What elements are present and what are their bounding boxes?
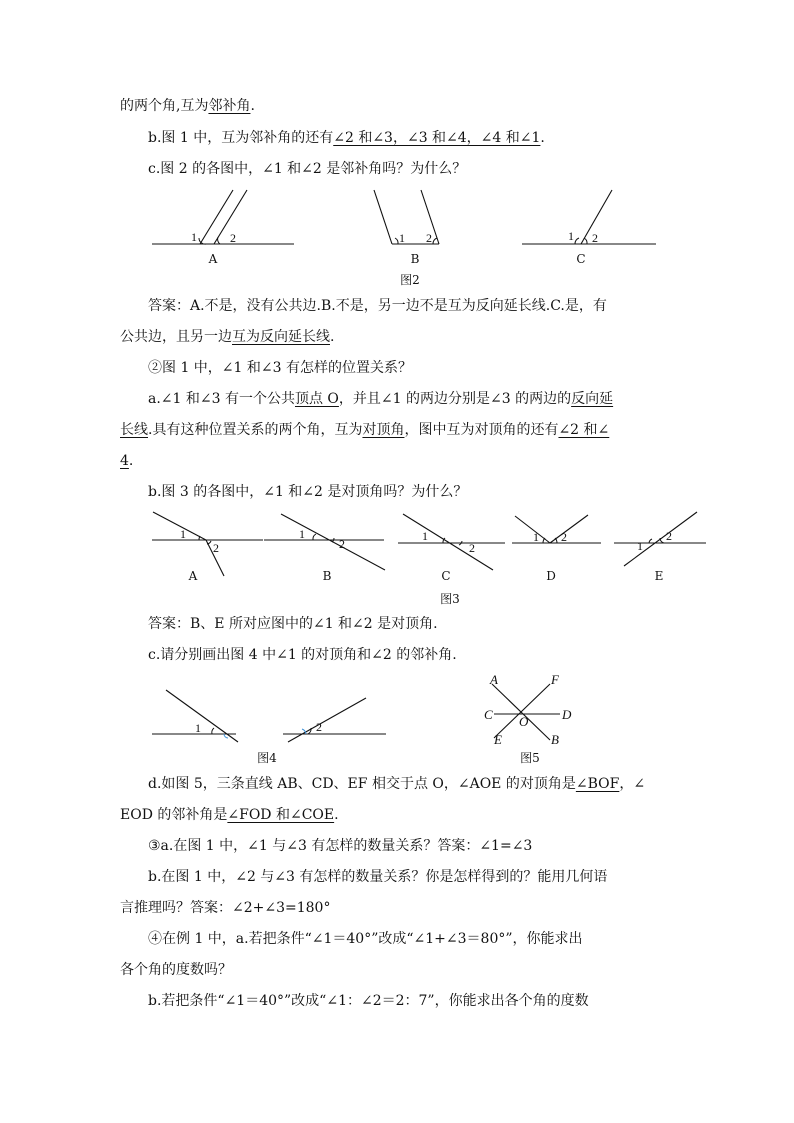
- paragraph-13a: ④在例 1 中，a.若把条件“∠1＝40°”改成“∠1+∠3＝80°”，你能求出: [148, 931, 583, 947]
- fig3-label-e: E: [654, 569, 664, 583]
- text: a.∠1 和∠3 有一个公共: [148, 391, 295, 407]
- answer-underlined: 反向延: [571, 391, 614, 407]
- answer-fig2-line1: 答案：A.不是，没有公共边.B.不是，另一边不是互为反向延长线.C.是，有: [148, 298, 607, 314]
- answer-underlined: 对顶角: [362, 422, 405, 438]
- text: ，∠: [619, 776, 646, 792]
- angle-label-1: 1: [195, 721, 201, 735]
- fig2-label-a: A: [208, 252, 218, 266]
- paragraph-2: [148, 128, 545, 148]
- angle-label-2: 2: [666, 529, 672, 543]
- paragraph-13b: 各个角的度数吗？: [120, 962, 232, 978]
- angle-label-2: 2: [339, 537, 345, 551]
- text: .: [330, 329, 335, 345]
- point-label-b: B: [551, 732, 559, 747]
- point-label-e: E: [494, 732, 502, 747]
- answer-underlined: ∠BOF: [575, 776, 620, 792]
- text: .: [250, 98, 255, 114]
- answer-underlined: 顶点 O: [294, 391, 339, 407]
- angle-label-1: 1: [637, 539, 643, 553]
- angle-label-2: 2: [213, 541, 219, 555]
- figure-2: [0, 188, 794, 248]
- paragraph-6b: [120, 420, 609, 440]
- paragraph-12a: b.在图 1 中，∠2 与∠3 有怎样的数量关系？你是怎样得到的？能用几何语: [148, 869, 608, 885]
- fig3-label-d: D: [546, 569, 556, 583]
- text: ，并且∠1 的两边分别是∠3 的两边的: [338, 391, 572, 407]
- figure-4: [140, 686, 440, 756]
- question-c: c.图 2 的各图中，∠1 和∠2 是邻补角吗？为什么？: [148, 161, 467, 177]
- angle-label-2: 2: [592, 231, 598, 245]
- angle-label-1: 1: [191, 230, 197, 244]
- fig2-label-b: B: [410, 252, 420, 266]
- question-b: b.图 3 的各图中，∠1 和∠2 是对顶角吗？为什么？: [148, 484, 468, 500]
- text: b.图 1 中，互为邻补角的还有: [148, 130, 334, 146]
- fig3-label-b: B: [322, 569, 332, 583]
- figure-5: [480, 674, 600, 754]
- angle-label-2: 2: [230, 231, 236, 245]
- point-label-c: C: [484, 707, 493, 722]
- angle-label-2: 2: [469, 541, 475, 555]
- angle-label-1: 1: [299, 527, 305, 541]
- question-2: ②图 1 中，∠1 和∠3 有怎样的位置关系？: [148, 360, 412, 376]
- paragraph-12b: 言推理吗？答案：∠2+∠3=180°: [120, 900, 331, 916]
- angle-label-2: 2: [426, 231, 432, 245]
- answer-fig2-line2: [120, 327, 334, 347]
- angle-label-1: 1: [533, 530, 539, 544]
- answer-fig3: 答案：B、E 所对应图中的∠1 和∠2 是对顶角.: [148, 616, 438, 632]
- text: EOD 的邻补角是: [120, 807, 228, 823]
- figure-3: [0, 508, 794, 578]
- point-label-d: D: [562, 707, 572, 722]
- angle-label-1: 1: [399, 231, 405, 245]
- answer-underlined: ∠FOD 和∠COE: [227, 807, 335, 823]
- paragraph-10a: [148, 774, 645, 794]
- text: .: [334, 807, 339, 823]
- angle-label-1: 1: [422, 529, 428, 543]
- answer-underlined: ∠2 和∠: [558, 422, 610, 438]
- text: d.如图 5，三条直线 AB、CD、EF 相交于点 O，∠AOE 的对顶角是: [148, 776, 576, 792]
- point-label-f: F: [551, 672, 559, 687]
- text: .: [128, 453, 134, 469]
- paragraph-11: ③a.在图 1 中，∠1 与∠3 有怎样的数量关系？答案：∠1=∠3: [148, 838, 533, 854]
- question-c2: c.请分别画出图 4 中∠1 的对顶角和∠2 的邻补角.: [148, 647, 457, 663]
- fig5-caption: 图5: [520, 751, 540, 765]
- fig2-caption: 图2: [400, 273, 420, 287]
- fig3-caption: 图3: [440, 592, 460, 606]
- text: 公共边，且另一边: [120, 329, 232, 345]
- answer-underlined: ∠2 和∠3，∠3 和∠4，∠4 和∠1: [333, 130, 541, 146]
- point-label-o: O: [519, 714, 529, 729]
- text: .: [540, 130, 545, 146]
- answer-underlined: 互为反向延长线: [232, 329, 330, 345]
- paragraph-6c: [120, 451, 133, 471]
- point-label-a: A: [490, 672, 498, 687]
- fig2-label-c: C: [576, 252, 586, 266]
- answer-underlined: 4: [120, 453, 129, 469]
- fig4-caption: 图4: [257, 751, 277, 765]
- angle-label-2: 2: [316, 720, 322, 734]
- text: ，图中互为对顶角的还有: [404, 422, 559, 438]
- fig3-label-c: C: [441, 569, 451, 583]
- fig3-label-a: A: [188, 569, 198, 583]
- text: 的两个角,互为: [120, 98, 209, 114]
- answer-underlined: 长线: [120, 422, 148, 438]
- paragraph-14: b.若把条件“∠1＝40°”改成“∠1：∠2＝2：7”，你能求出各个角的度数: [148, 993, 589, 1009]
- paragraph-6a: [148, 389, 613, 409]
- angle-label-1: 1: [180, 527, 186, 541]
- paragraph-1: [120, 96, 255, 116]
- paragraph-10b: [120, 805, 339, 825]
- answer-underlined: 邻补角: [208, 98, 251, 114]
- angle-label-2: 2: [561, 530, 567, 544]
- angle-label-1: 1: [568, 229, 574, 243]
- text: .具有这种位置关系的两个角，互为: [148, 422, 363, 438]
